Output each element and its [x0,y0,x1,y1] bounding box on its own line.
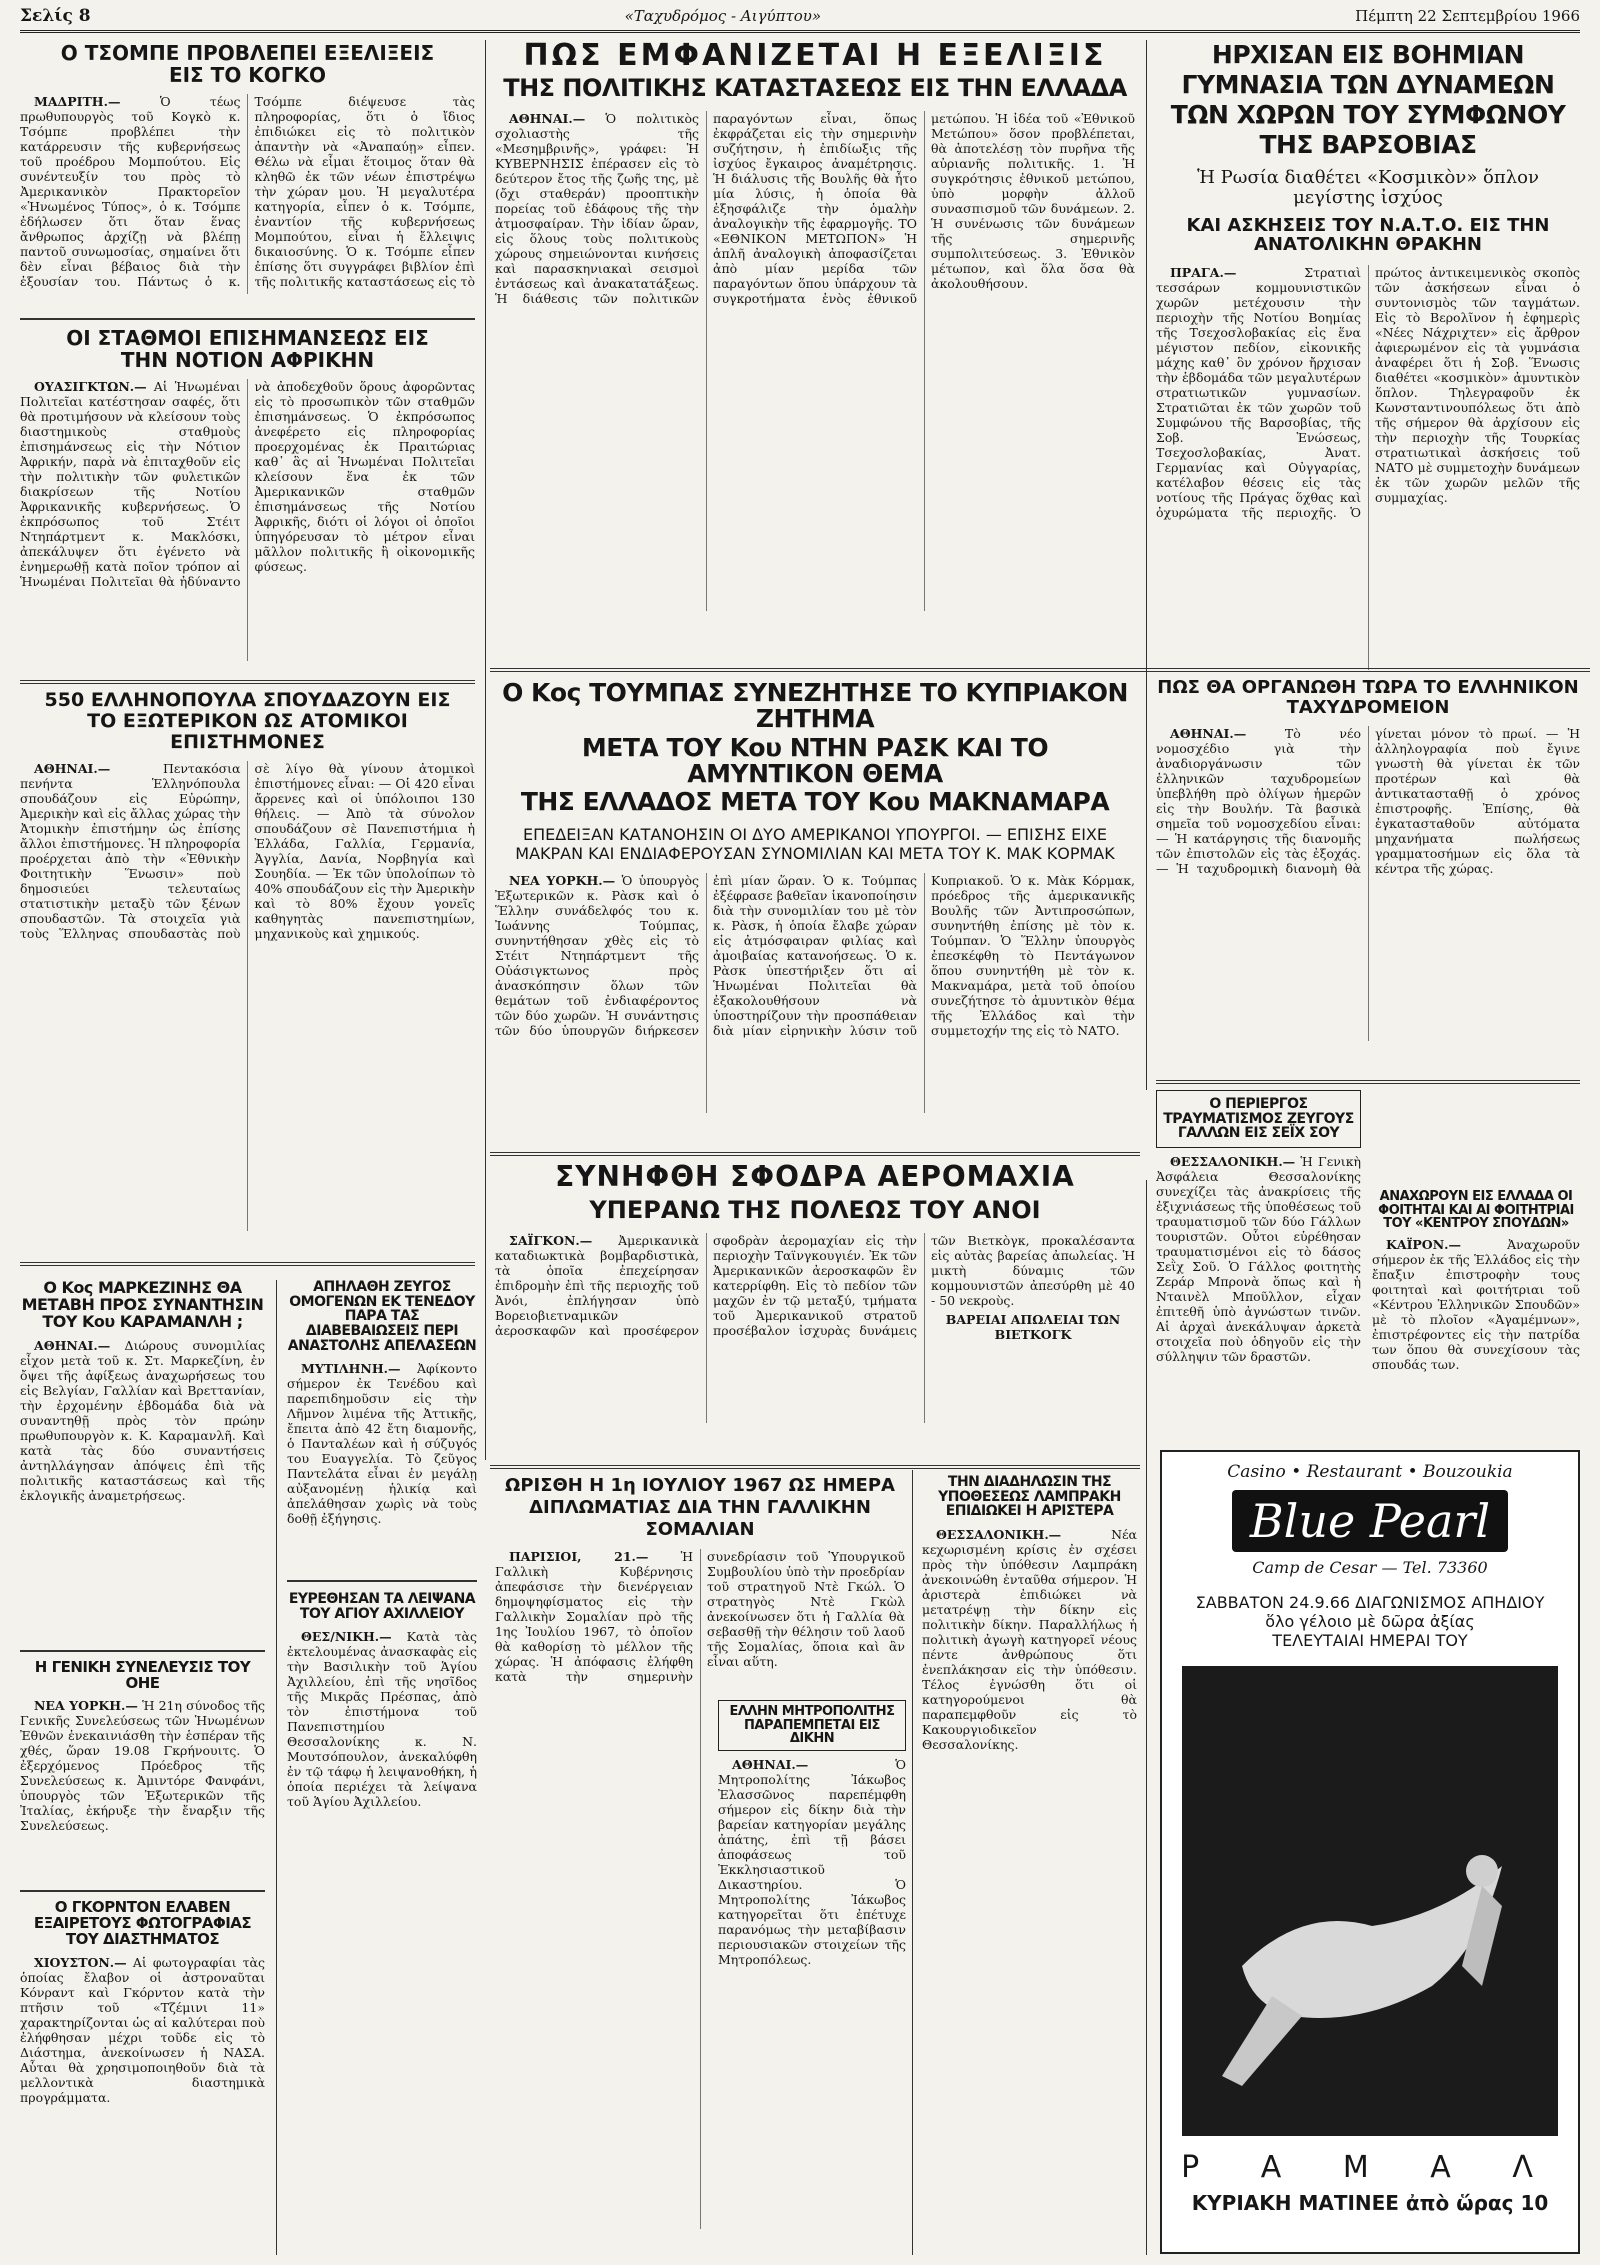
divider [490,1152,1140,1156]
body-text: Ἡ 21η σύνοδος τῆς Γενικῆς Συνελεύσεως τῶν Ἡνωμένων Ἐθνῶν ἐνεκαινιάσθη τὴν ἑσπέραν τῆς χθές, ὥραν 19.08 Γκρήνουιτς. Ὁ ἐξερχόμενος Πρόεδρος τῆς Συνελεύσεως κ. Ἀμιντόρε Φανφάνι, ὑπουργὸς τῶν Ἐξωτερικῶν τῆς Ἰταλίας, ἐκήρυξε τὴν ἔναρξιν τῆς Συνελεύσεως. [20,1697,265,1833]
article-body [1372,1237,1580,1407]
body-text: Ἀφίκοντο σήμερον ἐκ Τενέδου καὶ παρεπιδημοῦσιν εἰς τὴν Λῆμνον λιμένα τῆς Ἀττικῆς, ἔπειτα ἀπὸ 42 ἔτη διαμονῆς, ὁ Πανταλέων καὶ ἡ σύζυγός του Ευαγγελία. Τὸ ζεῦγος Παντελάτα εἶναι ἐν μεγάλῃ αὐξανομένῃ ἡλικίᾳ καὶ ἀπελάθησαν χωρὶς νὰ τοὺς δοθῇ ἐξήγησις. [287,1361,477,1527]
article-lampraki [922,1475,1137,2207]
dateline: ΟΥΑΣΙΓΚΤΩΝ.— [34,379,147,394]
article-body [1156,726,1580,1041]
dateline: ΑΘΗΝΑΙ.— [732,1756,809,1772]
subheadline: ΒΑΡΕΙΑΙ ΑΠΩΛΕΙΑΙ ΤΩΝ ΒΙΕΤΚΟΓΚ [945,1312,1121,1343]
dancer-photo [1182,1666,1558,2136]
dateline: ΜΥΤΙΛΗΝΗ.— [301,1361,401,1377]
dateline: ΘΕΣΣΑΛΟΝΙΚΗ.— [1170,1154,1296,1170]
article-body [20,94,475,294]
subheadline: Ἡ Ρωσία διαθέτει «Κοσμικὸν» ὅπλον μεγίστης ἰσχύος [1197,167,1539,208]
article-body [287,1361,477,1571]
ad-performer: Ρ Α Μ Α Λ [1181,2150,1559,2185]
divider [20,1262,475,1266]
masthead [20,2,1580,33]
divider [287,1580,477,1582]
article-tsombe [20,40,475,294]
column-rule [912,1470,913,2255]
article-body [20,1698,265,1898]
headline: ΑΝΑΧΩΡΟΥΝ ΕΙΣ ΕΛΛΑΔΑ ΟΙ ΦΟΙΤΗΤΑΙ ΚΑΙ ΑΙ ΦΟΙΤΗΤΡΙΑΙ ΤΟΥ «ΚΕΝΤΡΟΥ ΣΠΟΥΔΩΝ» [1378,1189,1574,1232]
headline: ΕΛΛΗΝ ΜΗΤΡΟΠΟΛΙΤΗΣ ΠΑΡΑΠΕΜΠΕΤΑΙ ΕΙΣ ΔΙΚΗΝ [718,1700,906,1751]
article-gkornton [20,1900,265,2225]
article-body-lead [1372,1090,1580,1190]
body-text: Αἱ Ἡνωμέναι Πολιτεῖαι κατέστησαν σαφές, ὅτι θὰ προτιμήσουν νὰ κλείσουν τοὺς διαστημικοὺς σταθμοὺς ἐπισημάνσεως εἰς τὴν Νότιον Ἀφρικήν, παρὰ νὰ ἐπιταχθοῦν εἰς τὴν πολιτικὴν τῶν φυλετικῶν διακρίσεων τῆς Νοτίου Ἀφρικανικῆς κυβερνήσεως. Ὁ ἐκπρόσωπος τοῦ Στέιτ Ντηπάρτμεντ κ. Μακλόσκι, ἀπεκάλυψεν ὅτι ἐγένετο νὰ ἐνημερωθῇ κατὰ ποῖον τρόπον αἱ Ἡνωμέναι Πολιτεῖαι θὰ ἠδύναντο νὰ ἀποδεχθοῦν ὅρους ἀφορῶντας εἰς τὸ προσωπικὸν τῶν σταθμῶν ἐπισημάνσεως. Ὁ ἐκπρόσωπος ἀνεφέρετο εἰς πληροφορίας προερχομένας ἐκ Πραιτώριας καθ᾽ ἃς αἱ Ἡνωμέναι Πολιτεῖαι κλείσουν ἕνα ἐκ τῶν Ἀμερικανικῶν σταθμῶν ἐπισημάνσεως τῆς Νοτίου Ἀφρικῆς, διότι οἱ λόγοι οἱ ὁποῖοι ὑπηγόρευσαν τὸ μέτρον εἶναι μᾶλλον πολιτικῆς ἢ οἰκονομικῆς φύσεως. [20,379,475,589]
headline-line3: ΤΗΣ ΕΛΛΑΔΟΣ ΜΕΤΑ ΤΟΥ Κου ΜΑΚΝΑΜΑΡΑ [520,787,1110,816]
headline: Ο ΠΕΡΙΕΡΓΟΣ ΤΡΑΥΜΑΤΙΣΜΟΣ ΖΕΥΓΟΥΣ ΓΑΛΛΩΝ ΕΙΣ ΣΕΪΧ ΣΟΥ [1156,1090,1361,1148]
headline: Ο Κος ΜΑΡΚΕΖΙΝΗΣ ΘΑ ΜΕΤΑΒΗ ΠΡΟΣ ΣΥΝΑΝΤΗΣΙΝ ΤΟΥ Κου ΚΑΡΑΜΑΝΛΗ ; [21,1278,264,1331]
divider [1156,1080,1580,1084]
article-gen-synelefsi [20,1660,265,1898]
headline: 550 ΕΛΛΗΝΟΠΟΥΛΑ ΣΠΟΥΔΑΖΟΥΝ ΕΙΣ ΤΟ ΕΞΩΤΕΡΙΚΟΝ ΩΣ ΑΤΟΜΙΚΟΙ ΕΠΙΣΤΗΜΟΝΕΣ [44,689,451,753]
divider [1156,668,1580,672]
advertisement [1160,1450,1580,2254]
body-text: Ἀμερικανικὰ καταδιωκτικὰ βομβαρδιστικὰ, τὰ ὁποῖα ἐπεχείρησαν ἐπιδρομὴν ἐπὶ τῆς περιοχῆς τοῦ Ἀνόι, ἐπλήγησαν ὑπὸ Βορειοβιετναμικῶν ἀεροσκαφῶν καὶ προσέφερον σφοδρὰν ἀερομαχίαν εἰς τὴν περιοχὴν Ταϊνγκουγιέν. Ἐκ τῶν Ἀμερικανικῶν ἀεροσκαφῶν ἓν κατερρίφθη. Εἰς τὸ πεδίον τῶν μαχῶν ἐν τῷ μεταξύ, τμήματα τοῦ Ἀμερικανικοῦ στρατοῦ προσέβαλον ἰσχυρὰς δυνάμεις τῶν Βιετκὸγκ, προκαλέσαντα εἰς αὐτὰς βαρείας ἀπωλείας. Ἡ μικτὴ δύναμις τῶν κομμουνιστῶν ἀπεσύρθη μὲ 40 - 50 νεκροὺς. [495,1233,1135,1339]
body-text: Αἱ φωτογραφίαι τὰς ὁποίας ἔλαβον οἱ ἀστροναῦται Κόνραντ καὶ Γκόρντον κατὰ τὴν πτῆσιν τοῦ «Τζέμινι 11» χαρακτηρίζονται ὡς αἱ καλύτεραι ποὺ ἐλήφθησαν μέχρι τοῦδε εἰς τὸ Διάστημα, ἀνεκοίνωσεν ἡ ΝΑΣΑ. Αὗται θὰ χρησιμοποιηθοῦν διὰ τὰ μελλοντικὰ διαστημικὰ προγράμματα. [20,1955,265,2106]
ad-line-2: ὅλο γέλοιο μὲ δῶρα ἀξίας [1265,1612,1475,1631]
headline: Ο ΓΚΟΡΝΤΟΝ ΕΛΑΒΕΝ ΕΞΑΙΡΕΤΟΥΣ ΦΩΤΟΓΡΑΦΙΑΣ ΤΟΥ ΔΙΑΣΤΗΜΑΤΟΣ [33,1898,252,1948]
subheadline: ΕΠΕΔΕΙΞΑΝ ΚΑΤΑΝΟΗΣΙΝ ΟΙ ΔΥΟ ΑΜΕΡΙΚΑΝΟΙ ΥΠΟΥΡΓΟΙ. — ΕΠΙΣΗΣ ΕΙΧΕ ΜΑΚΡΑΝ ΚΑΙ ΕΝΔΙΑΦΕΡΟΥΣΑΝ ΣΥΝΟΜΙΛΙΑΝ ΚΑΙ ΜΕΤΑ ΤΟΥ Κ. ΜΑΚ ΚΟΡΜΑΚ [515,825,1115,864]
article-mitropolitis [718,1700,906,2237]
dateline: ΚΑΪΡΟΝ.— [1386,1236,1461,1252]
body-text: Ἡ Γενικὴ Ἀσφάλεια Θεσσαλονίκης συνεχίζει τὰς ἀνακρίσεις τῆς ἐξιχνιάσεως τῆς ὑποθέσεως τοῦ τραυματισμοῦ τῶν δύο Γάλλων τουριστῶν. Οὗτοι εὑρέθησαν τραυματισμένοι εἰς τὸ δάσος Σεῒχ Σοῦ. Ὁ Γάλλος φοιτητὴς Ζεράρ Μπρονὰ ὅπως καὶ ἡ Νταινὲλ Μποῦλλον, εἶχαν ἐπιτεθῆ ὑπὸ ἀγνώστων τινῶν. Αἱ ἀρχαὶ ἀνεκάλυψαν ἀρκετὰ στοιχεῖα ποὺ ὁδηγοῦν εἰς τὴν σύλληψιν τῶν δραστῶν. [1156,1154,1361,1365]
article-body [287,1629,477,1869]
headline: Ο ΤΣΟΜΠΕ ΠΡΟΒΛΕΠΕΙ ΕΞΕΛΙΞΕΙΣ ΕΙΣ ΤΟ ΚΟΓΚΟ [60,41,435,87]
column-rule [276,1280,277,2255]
article-markezinis [20,1280,265,1638]
body-text: Κατὰ τὰς ἐκτελουμένας ἀνασκαφὰς εἰς τὴν Βασιλικὴν τοῦ Ἁγίου Ἀχιλλείου, ἐπὶ τῆς νησῖδος τῆς Μικρᾶς Πρέσπας, ἀπὸ τὸν ἐπιστήμονα τοῦ Πανεπιστημίου Θεσσαλονίκης κ. Ν. Μουτσόπουλον, ἀνεκαλύφθη ἐν τῷ τάφῳ ἡ λειψανοθήκη, ἡ ὁποία περιέχει τὰ λείψανα τοῦ Ἁγίου Ἀχιλλείου. [287,1629,477,1810]
headline: ΟΙ ΣΤΑΘΜΟΙ ΕΠΙΣΗΜΑΝΣΕΩΣ ΕΙΣ ΤΗΝ ΝΟΤΙΟΝ ΑΦΡΙΚΗΝ [66,326,429,372]
article-aeromachia [495,1162,1135,1423]
body-text: Διώρους συνομιλίας εἶχον μετὰ τοῦ κ. Στ. Μαρκεζίνη, ἐν ὄψει τῆς ἀφίξεως ἀναχωρήσεως του εἰς Βελγίαν, Γαλλίαν καὶ Βρεττανίαν, τὴν ἐρχομένην ἑβδομάδα διὰ νὰ συναντηθῇ πρὸς τὸν πρώην πρωθυπουργὸν κ. Κ. Καραμανλῆ. Καὶ κατὰ τὰς δύο συναντήσεις ἀντηλλάγησαν ἀπόψεις ἐπὶ τῆς πολιτικῆς καταστάσεως καὶ τῆς ἐκλογικῆς ἀναμετρήσεως. [20,1338,265,1504]
headline-line2: ΥΠΕΡΑΝΩ ΤΗΣ ΠΟΛΕΩΣ ΤΟΥ ΑΝΟΙ [589,1195,1041,1224]
article-tachydromeion [1156,678,1580,1041]
headline: ΤΗΝ ΔΙΑΔΗΛΩΣΙΝ ΤΗΣ ΥΠΟΘΕΣΕΩΣ ΛΑΜΠΡΑΚΗ ΕΠΙΔΙΩΚΕΙ Η ΑΡΙΣΤΕΡΑ [938,1474,1121,1520]
ad-line-3: ΤΕΛΕΥΤΑΙΑΙ ΗΜΕΡΑΙ ΤΟΥ [1272,1631,1468,1650]
dateline: ΘΕΣ/ΝΙΚΗ.— [301,1629,392,1645]
dateline: ΠΡΑΓΑ.— [1170,265,1237,281]
headline: Η ΓΕΝΙΚΗ ΣΥΝΕΛΕΥΣΙΣ ΤΟΥ ΟΗΕ [34,1658,251,1692]
ad-matinee: ΚΥΡΙΑΚΗ ΜΑΤΙΝΕΕ ἀπὸ ὥρας 10 [1191,2191,1549,2215]
body-text: Τὸ νέο νομοσχέδιο γιὰ τὴν ἀναδιοργάνωσιν τῶν ἑλληνικῶν ταχυδρομείων ὑπεβλήθη πρὸ ὀλίγων ἡμερῶν εἰς τὴν Βουλήν. Τὰ βασικὰ σημεῖα τοῦ νομοσχεδίου εἶναι: — Ἡ κατάργησις τῆς διανομῆς τῶν ἐπιστολῶν εἰς τὰς ἐξοχάς. — Ἡ ταχυδρομικὴ διανομὴ θὰ γίνεται μόνον τὸ πρωί. — Ἡ ἀλληλογραφία ποὺ ἔγινε γνωστὴ θὰ γίνεται ἐκ τῶν προτέρων καὶ θὰ ἀντικατασταθῇ ὁ χρόνος ἐπιστροφῆς. Ἐπίσης, θὰ ἐγκατασταθοῦν αὐτόματα μηχανήματα πωλήσεως γραμματοσήμων εἰς ὅλα τὰ κέντρα τῆς χώρας. [1156,725,1580,876]
ad-logo: Blue Pearl [1232,1490,1508,1552]
ad-top-line: Casino • Restaurant • Bouzoukia [1227,1462,1513,1482]
body-text: Ὁ Μητροπολίτης Ἰάκωβος Ἐλασσῶνος παρεπέμφθη σήμερον εἰς δίκην διὰ τὴν βαρείαν κατηγορίαν μεγάλης ἀπάτης, ἐπὶ τῇ βάσει ἀποφάσεως τοῦ Ἐκκλησιαστικοῦ Δικαστηρίου. Ὁ Μητροπολίτης Ἰάκωβος κατηγορεῖται ὅτι ἐπέτυχε παρανόμως τὴν μεταβίβασιν περιουσιακῶν στοιχείων τῆς Μητροπόλεως. [718,1756,906,1967]
article-body [20,1955,265,2225]
headline: ΠΩΣ ΕΜΦΑΝΙΖΕΤΑΙ Η ΕΞΕΛΙΞΙΣ [523,38,1107,73]
article-tourmpas [495,680,1135,1113]
article-trafmatismos [1156,1090,1361,1386]
article-voemia [1156,40,1580,670]
dateline: ΠΑΡΙΣΙΟΙ, 21.— [509,1549,649,1564]
dateline: ΧΙΟΥΣΤΟΝ.— [34,1955,127,1971]
body-text: Ὁ πολιτικὸς σχολιαστὴς τῆς «Μεσημβρινῆς», γράφει: Ἡ ΚΥΒΕΡΝΗΣΙΣ ἐπέρασεν εἰς τὸ δεύτερον ἔτος τῆς ζωῆς της, μὲ (ὄχι σταθεράν) προοπτικὴν πορείας τοῦ ἐδάφους τῆς τὴν ἀτμοσφαίραν. Τὴν ἰδίαν ὥραν, εἰς ὅλους τοὺς πολιτικοὺς χώρους σημειώνονται κινήσεις καὶ παρασκηνιακαὶ σεισμοὶ ἐντάσεως καὶ ἀνακατατάξεως. Ἡ διάθεσις τῶν πολιτικῶν παραγόντων εἶναι, ὅπως ἐκφράζεται εἰς τὴν σημερινὴν συζήτησιν, ἡ ἐπιδίωξις τῆς ἰσχύος ἔγκαιρος ἀναμέτρησις. Ἡ διάλυσις τῆς Βουλῆς θὰ ἦτο μία λύσις, ἡ ὁποία θὰ ἐξησφάλιζε τὴν ὁμαλὴν ἀναλογικὴν τῆς ἐφαρμογῆς. ΤΟ «ΕΘΝΙΚΟΝ ΜΕΤΩΠΟΝ» Ἡ ἁπλῆ ἀναλογικὴ ἀποφασίζεται ἀπὸ μίαν μερίδα τῶν παραγόντων ὅπου ὑπάρχουν τὰ συγκροτήματα ἑνὸς ἐθνικοῦ μετώπου. Ἡ ἰδέα τοῦ «Ἐθνικοῦ Μετώπου» ὅσον προβλέπεται, θὰ ἀποτελέσῃ τὸν πυρῆνα τῆς αὐριανῆς πολιτικῆς. 1. Ἡ συγκρότησις ἐθνικοῦ μετώπου, ὑπὸ μορφὴν ἀλλοῦ συνασπισμοῦ τῶν δυνάμεων. 2. Ἡ συνένωσις τῶν δυνάμεων τῆς σημερινῆς συμπολιτεύσεως. 3. Ἐθνικὸν μέτωπον, καὶ ὅλα ὅσα θὰ ἀκολουθήσουν. [495,110,1135,306]
article-ellinopoula [20,688,475,1231]
subheadline-2: ΚΑΙ ΑΣΚΗΣΕΙΣ ΤΟΥ Ν.Α.Τ.Ο. ΕΙΣ ΤΗΝ ΑΝΑΤΟΛΙΚΗΝ ΘΡΑΚΗΝ [1186,214,1550,256]
dateline: ΑΘΗΝΑΙ.— [34,760,111,776]
body-text: Ἀναχωροῦν σήμερον ἐκ τῆς Ἑλλάδος εἰς τὴν ἔπαξιν ἐπιστροφὴν τους φοιτηταὶ καὶ φοιτήτριαι τοῦ «Κέντρου Ἑλληνικῶν Σπουδῶν» μὲ τὸ πλοῖον «Ἀγαμέμνων», ἐπιστρέφοντες εἰς τὴν πατρίδα των ὅπου θὰ συνεχίσουν τὰς σπουδάς των. [1372,1236,1580,1372]
column-rule [1146,40,1147,1090]
column-rule [1146,1180,1147,2255]
headline: ΗΡΧΙΣΑΝ ΕΙΣ ΒΟΗΜΙΑΝ ΓΥΜΝΑΣΙΑ ΤΩΝ ΔΥΝΑΜΕΩΝ ΤΩΝ ΧΩΡΩΝ ΤΟΥ ΣΥΜΦΩΝΟΥ ΤΗΣ ΒΑΡΣΟΒΙΑΣ [1170,40,1566,159]
body-text: Ὁ τέως πρωθυπουργὸς τοῦ Κογκὸ κ. Τσόμπε προβλέπει τὴν κατάρρευσιν τῆς κυβερνήσεως τοῦ προέδρου Μομπούτου. Εἰς συνέντευξίν του πρὸς τὸ Ἀμερικανικὸν Πρακτορεῖον «Ἡνωμένος Τύπος», ὁ κ. Τσόμπε ἐδήλωσεν ὅτι ὅταν ἕνας ἄνθρωπος ἀρχίζῃ νὰ βλέπῃ παντοῦ συνωμοσίας, σημαίνει ὅτι δὲν εἶναι βέβαιος διὰ τὴν ἐξουσίαν του. Πάντως ὁ κ. Τσόμπε διέψευσε τὰς πληροφορίας, ὅτι ὁ ἴδιος ἐπιδιώκει εἰς τὸ πολιτικὸν ἀπαντὴν νὰ «Ἀναπαύῃ» εἶπεν. Θέλω νὰ εἶμαι ἕτοιμος ὅταν θὰ κληθῶ ἐκ τῶν νέων ἐπιστρέψω τὴν χώραν μου. Ἡ μεγαλυτέρα κατηγορία, εἶπεν ὁ κ. Τσόμπε, ἐναντίον τῆς κυβερνήσεως Μομπούτου, εἶναι ἡ ἔλλειψις δικαιοσύνης. Ὁ κ. Τσόμπε εἶπεν ἐπίσης ὅτι συγγράφει βιβλίον ἐπὶ τῆς πολιτικῆς καταστάσεως εἰς τὸ [20,94,475,289]
article-stathmoi [20,325,475,661]
article-body [1156,1154,1361,1386]
paper-name: «Ταχυδρόμος - Αιγύπτου» [624,7,822,25]
divider [20,680,475,684]
headline: ΩΡΙΣΘΗ Η 1η ΙΟΥΛΙΟΥ 1967 ΩΣ ΗΜΕΡΑ ΔΙΠΛΩΜΑΤΙΑΣ ΔΙΑ ΤΗΝ ΓΑΛΛΙΚΗΝ ΣΟΜΑΛΙΑΝ [505,1475,895,1540]
dateline: ΑΘΗΝΑΙ.— [1170,725,1247,741]
article-foitites [1372,1090,1580,1407]
article-body [495,1233,1135,1423]
ad-line-1: ΣΑΒΒΑΤΟΝ 24.9.66 ΔΙΑΓΩΝΙΣΜΟΣ ΑΠΗΔΙΟΥ [1195,1593,1545,1612]
dateline: ΜΑΔΡΙΤΗ.— [34,94,121,109]
divider [20,1650,265,1652]
body-text: Ὁ ὑπουργὸς Ἐξωτερικῶν κ. Ρὰσκ καὶ ὁ Ἕλλην συνάδελφός του κ. Ἰωάννης Τούμπας, συνηντήθησαν χθὲς εἰς τὸ Στέιτ Ντηπάρτμεντ τῆς Οὐάσιγκτωνος πρὸς ἀνασκόπησιν ὅλων τῶν θεμάτων τοῦ ἐνδιαφέροντος τῶν δύο χωρῶν. Ἡ συνάντησις τῶν δύο ὑπουργῶν διήρκεσεν ἐπὶ μίαν ὥραν. Ὁ κ. Τούμπας ἐξέφρασε βαθεῖαν ἱκανοποίησιν διὰ τὴν συνομιλίαν του μὲ τὸν κ. Ρὰσκ, ἡ ὁποία ἔλαβε χώραν εἰς ἀτμόσφαιραν φιλίας καὶ ἀμοιβαίας κατανοήσεως. Ὁ κ. Ρὰσκ ὑπεστήριξεν ὅτι αἱ Ἡνωμέναι Πολιτεῖαι θὰ ἐξακολουθήσουν νὰ ὑποστηρίζουν τὴν προσπάθειαν διὰ μίαν εἰρηνικὴν λύσιν τοῦ Κυπριακοῦ. Ὁ κ. Μὰκ Κόρμακ, πρόεδρος τῆς ἀμερικανικῆς Βουλῆς τῶν Ἀντιπροσώπων, συνηντήθη ἐπίσης μὲ τὸν κ. Τούμπαν. Ὁ Ἕλλην ὑπουργὸς ἐπεσκέφθη τὸ Πεντάγωνον ὅπου συνηντήθη μὲ τὸν κ. Μακναμάρα, μετὰ τοῦ ὁποίου συνεζήτησε τὸ ἀμυντικὸν θέμα τῆς Ἑλλάδος καὶ τὴν συμμετοχήν της εἰς τὸ ΝΑΤΟ. [495,873,1135,1039]
headline: Ο Κος ΤΟΥΜΠΑΣ ΣΥΝΕΖΗΤΗΣΕ ΤΟ ΚΥΠΡΙΑΚΟΝ ΖΗΤΗΜΑ [502,678,1128,734]
article-body [1156,265,1580,670]
article-body [495,873,1135,1113]
article-body [20,379,475,661]
divider [20,1890,265,1892]
article-akhilleios [287,1592,477,1869]
headline: ΑΠΗΛΑΘΗ ΖΕΥΓΟΣ ΟΜΟΓΕΝΩΝ ΕΚ ΤΕΝΕΔΟΥ ΠΑΡΑ ΤΑΣ ΔΙΑΒΕΒΑΙΩΣΕΙΣ ΠΕΡΙ ΑΝΑΣΤΟΛΗΣ ΑΠΕΛΑΣΕΩΝ [287,1279,477,1354]
dateline: ΣΑΪΓΚΟΝ.— [509,1233,593,1249]
dateline: ΝΕΑ ΥΟΡΚΗ.— [34,1697,138,1713]
headline-line2: ΤΗΣ ΠΟΛΙΤΙΚΗΣ ΚΑΤΑΣΤΑΣΕΩΣ ΕΙΣ ΤΗΝ ΕΛΛΑΔΑ [503,73,1127,102]
dateline: ΑΘΗΝΑΙ.— [509,110,586,126]
ad-address: Camp de Cesar — Tel. 73360 [1252,1558,1488,1577]
headline: ΠΩΣ ΘΑ ΟΡΓΑΝΩΘΗ ΤΩΡΑ ΤΟ ΕΛΛΗΝΙΚΟΝ ΤΑΧΥΔΡΟΜΕΙΟΝ [1157,677,1579,718]
dateline: ΑΘΗΝΑΙ.— [34,1338,111,1354]
article-body [20,1338,265,1638]
issue-date: Πέμπτη 22 Σεπτεμβρίου 1966 [1355,7,1580,25]
body-text: Νέα κεχωρισμένη κρίσις ἐν σχέσει πρὸς τὴν ὑπόθεσιν Λαμπράκη ἀνεκοινώθη ἐνταῦθα σήμερον. Ἡ ἀριστερὰ ἐπιδιώκει νὰ μετατρέψῃ τὴν δίκην εἰς πολιτικὴν δίκην. Παραλλήλως ἡ πολιτικὴ ἀγωγὴ κατηγορεῖ νέους πέντε ἀνθρώπους ὅτι ἐνεπλάκησαν εἰς τὴν ὑπόθεσιν. Τέλος ἐγνώσθη ὅτι οἱ κατηγορούμενοι θὰ παραπεμφθοῦν εἰς τὸ Κακουργιοδικεῖον Θεσσαλονίκης. [922,1527,1137,1753]
article-body [718,1757,906,2237]
dateline: ΝΕΑ ΥΟΡΚΗ.— [509,873,616,889]
page-number: Σελίς 8 [20,6,91,26]
article-politiki [495,40,1135,611]
headline-line2: ΜΕΤΑ ΤΟΥ Κου ΝΤΗΝ ΡΑΣΚ ΚΑΙ ΤΟ ΑΜΥΝΤΙΚΟΝ ΘΕΜΑ [581,732,1049,788]
ad-photo [1182,1666,1558,2136]
body-text: Ἡ Γαλλικὴ Κυβέρνησις ἀπεφάσισε τὴν διενέργειαν δημοψηφίσματος εἰς τὴν Γαλλικὴν Σομαλίαν πρὸ τῆς 1ης Ἰουλίου 1967, τὸ ὁποῖον θὰ καθορίσῃ τὸ μέλλον τῆς χώρας. Ἡ ἀπόφασις ἐλήφθη κατὰ τὴν σημερινὴν συνεδρίασιν τοῦ Ὑπουργικοῦ Συμβουλίου ὑπὸ τὴν προεδρίαν τοῦ στρατηγοῦ Ντὲ Γκώλ. Ὁ στρατηγὸς Ντὲ Γκὼλ ἀνεκοίνωσεν ὅτι ἡ Γαλλία θὰ σεβασθῇ τὴν θέλησιν τοῦ λαοῦ τῆς Σομαλίας, ὅποια καὶ ἂν εἶναι αὕτη. [495,1549,905,1684]
headline: ΕΥΡΕΘΗΣΑΝ ΤΑ ΛΕΙΨΑΝΑ ΤΟΥ ΑΓΙΟΥ ΑΧΙΛΛΕΙΟΥ [288,1591,476,1622]
body-text: Στρατιαὶ τεσσάρων κομμουνιστικῶν χωρῶν μετέχουσιν τὴν περιοχὴν τῆς Νοτίου Βοημίας τῆς Τσεχοσλοβακίας εἰς ἕνα μέγιστον πεδίον, εἰκονικῆς μάχης καθ᾽ ὃν χρόνον ἤρχισαν τὴν ἑβδομάδα τῶν μεγαλυτέρων στρατιωτικῶν γυμνασίων. Στρατιῶται ἐκ τῶν χωρῶν τοῦ Συμφώνου τῆς Βαρσοβίας, τῆς Σοβ. Ἑνώσεως, Τσεχοσλοβακίας, Ἀνατ. Γερμανίας καὶ Οὐγγαρίας, κατέλαβον θέσεις εἰς τὰς νοτίους τῆς Πράγας ὅχθας καὶ ὀχυρώματα τῆς περιοχῆς. Ὁ πρώτος ἀντικειμενικὸς σκοπὸς τῶν ἀσκήσεων εἶναι ὁ συντονισμὸς τῶν ταγμάτων. Εἰς τὸ Βερολῖνον ἡ ἐφημερὶς «Νέες Νάχριχτεν» εἰς ἄρθρον ἀφιερωμένον εἰς τὰ γυμνάσια ἀναφέρει ὅτι ἡ Σοβ. Ἕνωσις διαθέτει «κοσμικὸν» ἀμυντικὸν ὅπλον. Τηλεγραφοῦν ἐκ Κωνσταντινουπόλεως ὅτι ἀπὸ τῆς σήμερον θὰ ἀρχίσουν εἰς τὴν περιοχὴν τῆς Τουρκίας στρατιωτικαὶ ἀσκήσεις τοῦ ΝΑΤΟ μὲ συμμετοχὴν δυνάμεων ἐκ τῶν χωρῶν μελῶν τῆς συμμαχίας. [1156,265,1580,521]
article-body [495,111,1135,611]
column-rule [485,40,486,1460]
article-zeugos [287,1280,477,1571]
body-text: Πεντακόσια πενήντα Ἑλληνόπουλα σπουδάζουν εἰς Εὐρώπην, Ἀμερικὴν καὶ εἰς ἄλλας χώρας τὴν Ἀτομικὴν ἐπιστήμην ὡς ἐπίσης ἄλλοι ἐπιστήμονες. Ἡ πληροφορία προέρχεται ἀπὸ τὴν «Ἐθνικὴν Φοιτητικὴν Ἕνωσιν» ποὺ δημοσιεύει τελευταίως στατιστικὴν μεταξὺ τῶν ξένων σπουδαστῶν. Τὰ στοιχεῖα γιὰ τοὺς Ἕλληνας σπουδαστὰς ποὺ σὲ λίγο θὰ γίνουν ἀτομικοὶ ἐπιστήμονες εἶναι: — Οἱ 420 εἶναι ἄρρενες καὶ οἱ ὑπόλοιποι 130 θήλεις. — Ἀπὸ τὰ σύνολον σπουδάζουν σὲ Πανεπιστήμια ἡ Ἑλλάδα, Γαλλία, Γερμανία, Ἀγγλία, Δανία, Νορβηγία καὶ Σουηδία. — Ἐκ τῶν ὑπολοίπων τὸ 40% σπουδάζουν εἰς τὴν Ἀμερικὴν καὶ τὸ 80% ἔχουν γονεῖς καθηγητὰς πανεπιστημίων, μηχανικοὺς καὶ χημικούς. [20,760,475,941]
headline: ΣΥΝΗΦΘΗ ΣΦΟΔΡΑ ΑΕΡΟΜΑΧΙΑ [555,1160,1075,1193]
divider [20,318,475,320]
divider [490,1465,1140,1469]
dateline: ΘΕΣΣΑΛΟΝΙΚΗ.— [936,1527,1062,1543]
article-body [20,761,475,1231]
article-body [922,1527,1137,2207]
